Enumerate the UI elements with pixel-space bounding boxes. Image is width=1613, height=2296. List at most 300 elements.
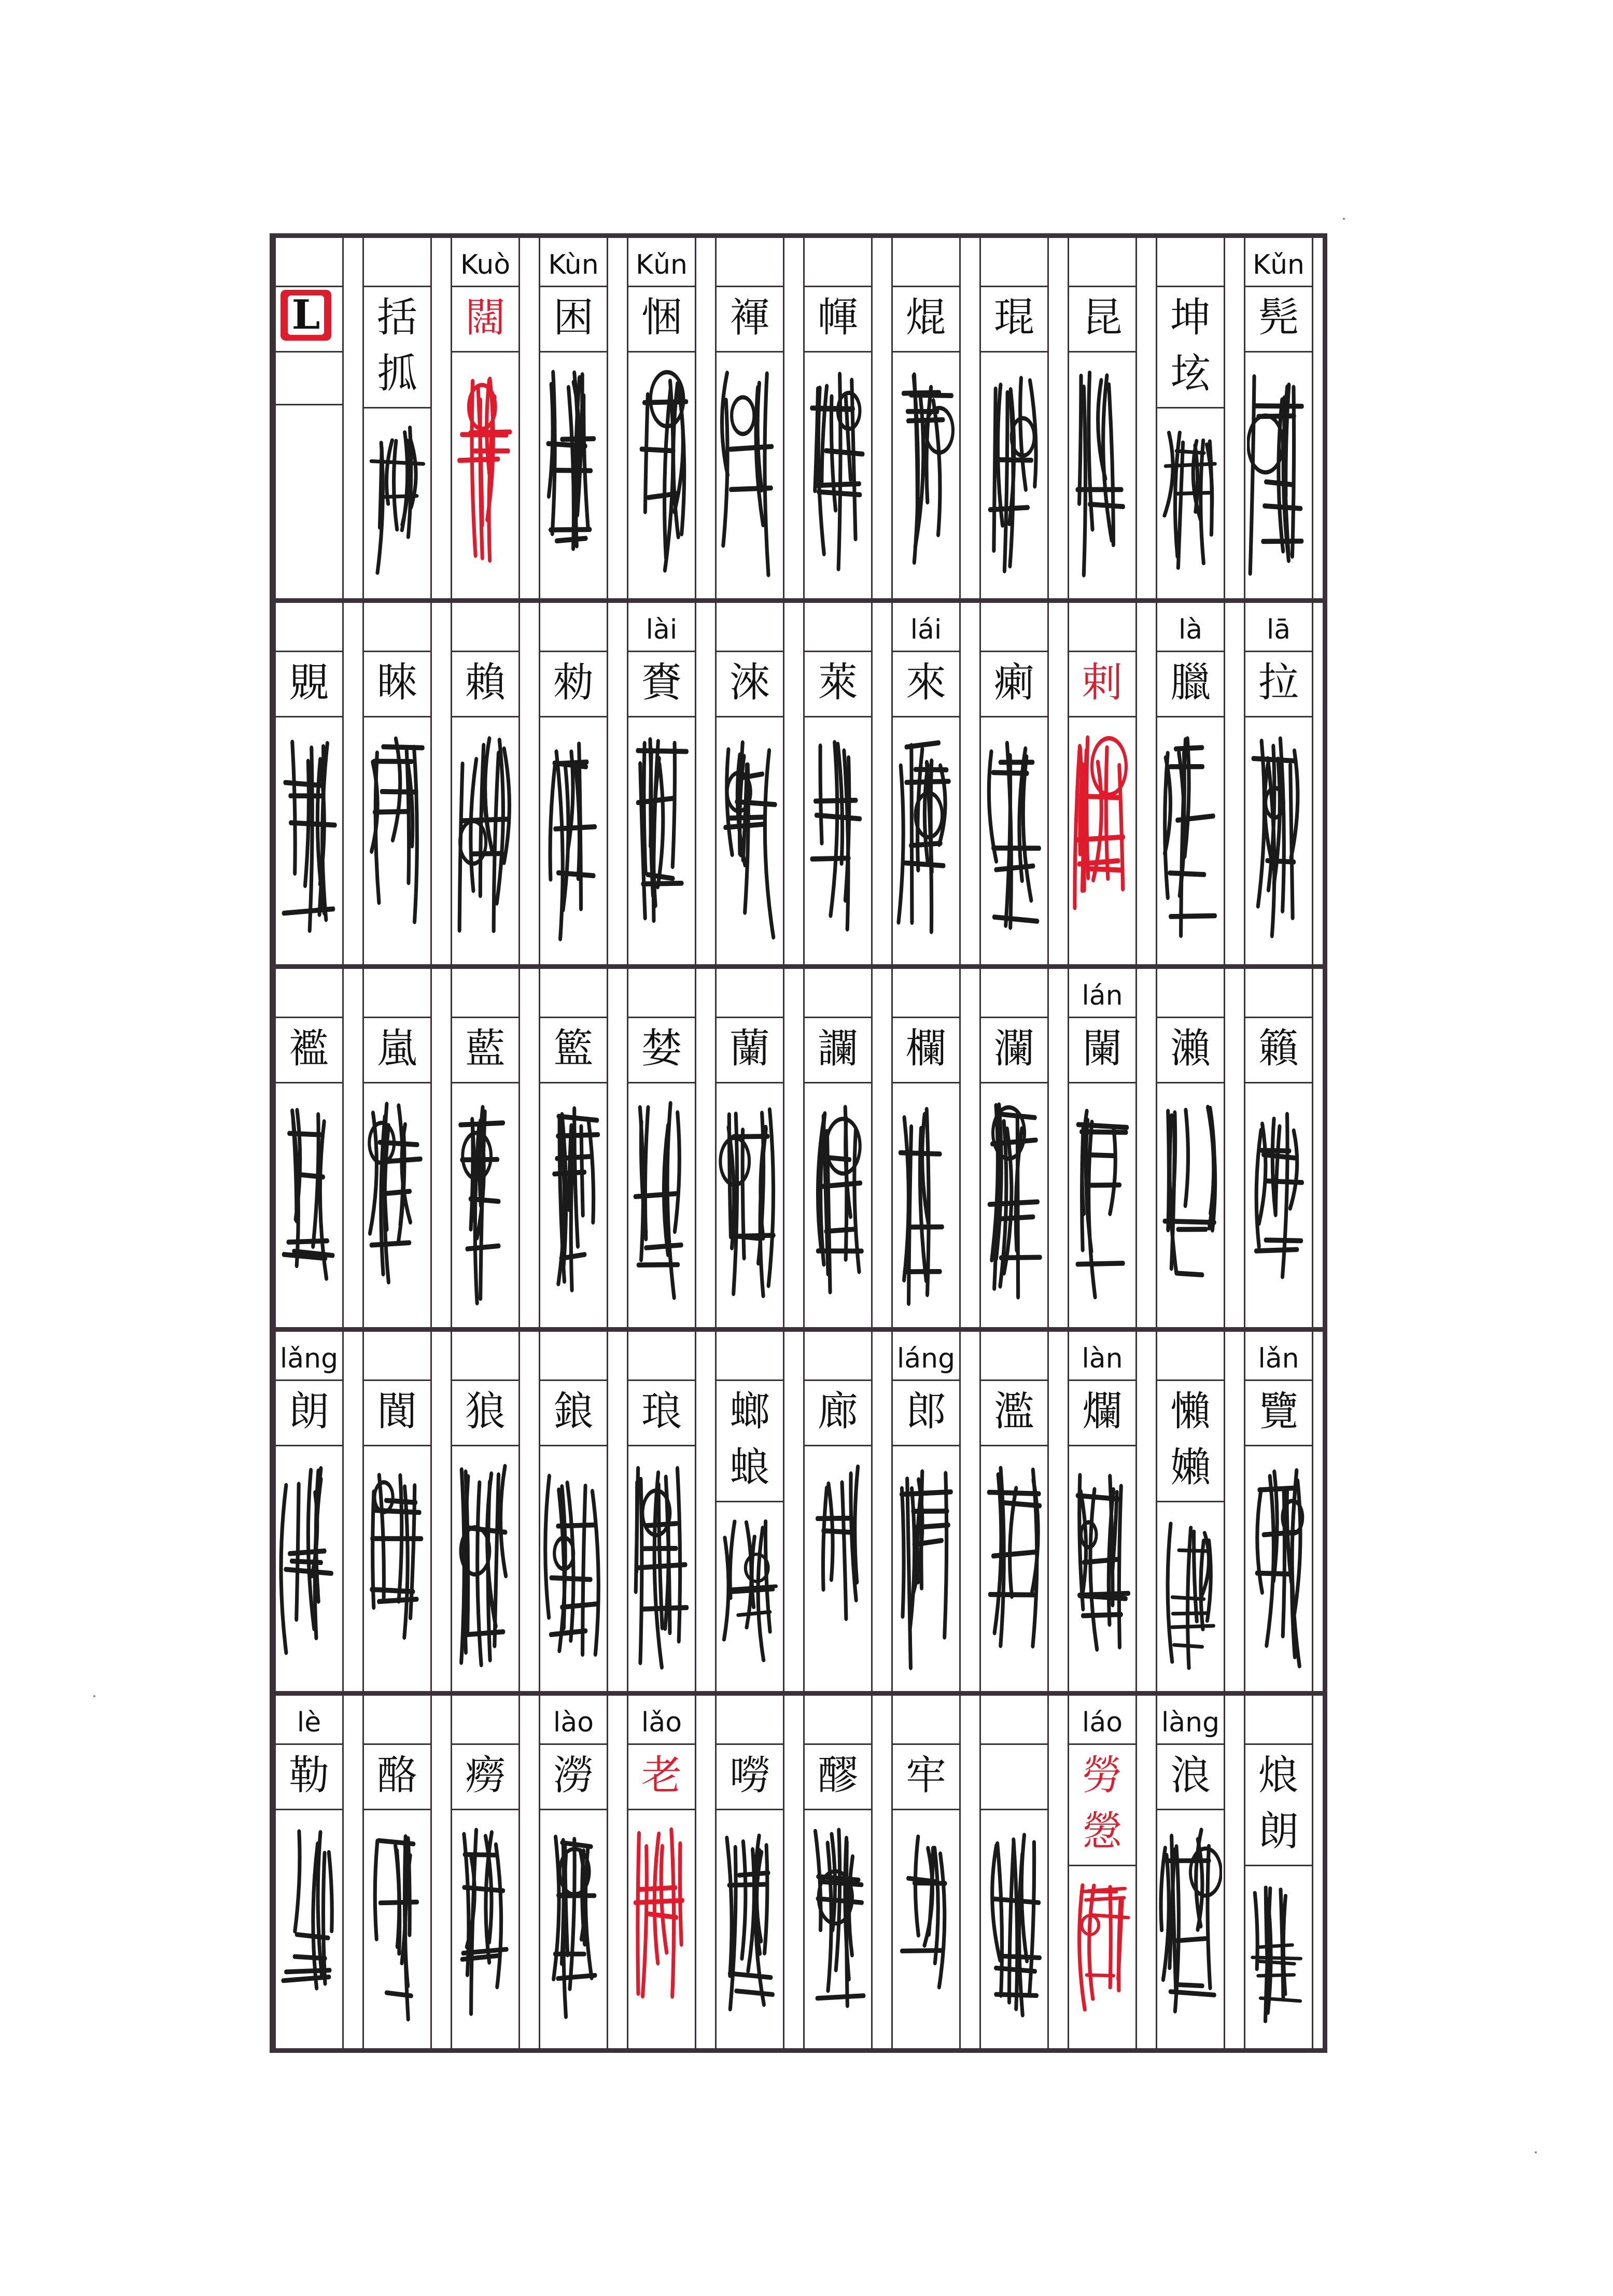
glyph-divider <box>451 351 520 353</box>
headword <box>1246 1021 1311 1077</box>
glyph-column <box>882 1332 970 1691</box>
glyph-column <box>353 603 441 964</box>
chart-frame <box>270 233 1327 2053</box>
headword <box>1246 290 1311 346</box>
headword-char: 嵐 <box>376 1025 417 1072</box>
glyph-divider <box>1244 351 1313 353</box>
glyph-column <box>618 238 706 598</box>
headword <box>1246 1384 1311 1440</box>
glyph-divider <box>715 716 784 717</box>
pinyin-label <box>717 1702 782 1743</box>
headword <box>893 1021 959 1077</box>
glyph-column <box>529 603 618 964</box>
headword <box>453 1384 518 1440</box>
glyph-column <box>706 969 794 1327</box>
glyph-column <box>618 603 706 964</box>
pinyin-label <box>629 1338 694 1379</box>
headword-char: 廊 <box>817 1388 858 1435</box>
pinyin-divider <box>979 1017 1049 1018</box>
chart-row <box>274 969 1323 1332</box>
headword <box>717 655 782 711</box>
glyph-divider <box>274 1809 344 1810</box>
glyph-divider <box>1244 1082 1313 1083</box>
section-letter: L <box>288 295 324 335</box>
seal-script-glyph <box>1159 422 1222 582</box>
glyph-divider <box>803 1082 873 1083</box>
pinyin-label <box>1246 975 1311 1017</box>
glyph-divider <box>891 1445 961 1446</box>
glyph-divider <box>362 407 432 409</box>
seal-script-glyph <box>718 731 781 948</box>
seal-script-glyph <box>983 367 1046 582</box>
section-letter-badge <box>280 290 331 341</box>
seal-script-glyph <box>366 731 429 948</box>
seal-script-glyph <box>1159 1824 1222 2027</box>
speck <box>1343 218 1345 220</box>
seal-script-glyph <box>454 1097 517 1311</box>
glyph-divider <box>803 716 873 717</box>
seal-script-glyph <box>277 731 341 948</box>
seal-script-glyph <box>277 1097 341 1311</box>
headword-char: 闌 <box>1082 1025 1123 1072</box>
pinyin-divider <box>891 651 961 652</box>
pinyin-divider <box>362 1379 432 1381</box>
seal-script-glyph <box>894 1460 958 1675</box>
pinyin-divider <box>1156 1017 1225 1018</box>
glyph-column <box>1058 969 1146 1327</box>
pinyin-divider <box>979 1743 1049 1745</box>
pinyin-label: làng <box>1161 1707 1220 1738</box>
glyph-divider <box>274 1082 344 1083</box>
seal-script-glyph <box>983 1097 1046 1311</box>
glyph-divider <box>979 1445 1049 1446</box>
pinyin-divider <box>539 286 608 287</box>
seal-script-glyph <box>894 731 958 948</box>
pinyin-divider <box>891 286 961 287</box>
headword <box>364 1748 430 1804</box>
headword <box>541 655 606 711</box>
pinyin-label: Kùn <box>548 249 599 280</box>
headword <box>276 1384 342 1440</box>
headword <box>629 1021 694 1077</box>
pinyin-label <box>1070 244 1135 286</box>
headword-char: 蘭 <box>729 1025 770 1072</box>
glyph-column <box>265 1696 353 2048</box>
glyph-column <box>794 1332 882 1691</box>
headword-char: 髡 <box>1258 294 1299 341</box>
glyph-column <box>265 969 353 1327</box>
pinyin-label <box>893 244 959 286</box>
glyph-divider <box>1156 1082 1225 1083</box>
pinyin-label: làn <box>1082 1343 1123 1374</box>
glyph-column <box>1235 969 1323 1327</box>
pinyin-divider <box>362 651 432 652</box>
headword-char: 瘌 <box>993 659 1034 706</box>
pinyin-label <box>541 609 606 651</box>
pinyin-label: lán <box>1082 980 1123 1011</box>
pinyin-divider <box>715 651 784 652</box>
glyph-column <box>794 1696 882 2048</box>
seal-script-glyph <box>454 1824 517 2027</box>
pinyin-divider <box>803 1017 873 1018</box>
headword <box>1246 655 1311 711</box>
seal-script-glyph <box>630 1097 693 1311</box>
pinyin-label: lè <box>297 1707 321 1738</box>
glyph-divider <box>891 716 961 717</box>
glyph-divider <box>715 1809 784 1810</box>
headword <box>364 290 430 402</box>
headword-char: 癆 <box>465 1752 506 1799</box>
pinyin-label: lā <box>1266 614 1291 645</box>
headword-char: 嬾 <box>1170 1444 1211 1491</box>
headword <box>893 655 959 711</box>
pinyin-divider <box>803 1743 873 1745</box>
glyph-column <box>1058 603 1146 964</box>
glyph-divider <box>1068 1082 1137 1083</box>
glyph-divider <box>891 1082 961 1083</box>
seal-script-glyph <box>630 1460 693 1675</box>
headword-char: 淶 <box>729 659 770 706</box>
headword <box>1070 1384 1135 1440</box>
seal-script-glyph <box>806 1460 869 1675</box>
glyph-divider <box>891 351 961 353</box>
pinyin-divider <box>362 286 432 287</box>
glyph-divider <box>362 716 432 717</box>
pinyin-label <box>1158 1338 1223 1379</box>
seal-script-glyph <box>1247 731 1310 948</box>
headword-char: 蜋 <box>729 1444 770 1491</box>
seal-script-glyph <box>366 422 429 582</box>
pinyin-divider <box>979 651 1049 652</box>
headword <box>893 290 959 346</box>
pinyin-divider <box>539 1017 608 1018</box>
headword <box>981 1021 1047 1077</box>
seal-script-glyph <box>366 1097 429 1311</box>
glyph-column <box>1058 238 1146 598</box>
seal-script-glyph <box>718 1516 781 1675</box>
headword-char: 濫 <box>993 1388 1034 1435</box>
glyph-divider <box>979 1082 1049 1083</box>
pinyin-label <box>1246 1702 1311 1743</box>
pinyin-divider <box>627 286 696 287</box>
pinyin-label: láng <box>896 1343 956 1374</box>
headword-char: 臘 <box>1170 659 1211 706</box>
pinyin-divider <box>1156 651 1225 652</box>
pinyin-label <box>717 975 782 1017</box>
glyph-column <box>1235 238 1323 598</box>
glyph-column <box>441 603 529 964</box>
headword-char: 㧓 <box>376 350 417 397</box>
glyph-column <box>1058 1332 1146 1691</box>
headword-char: 困 <box>553 294 594 341</box>
seal-script-glyph <box>1159 1516 1222 1675</box>
headword-char: 欄 <box>905 1025 946 1072</box>
seal-script-glyph <box>1071 1880 1134 2027</box>
headword <box>1070 1021 1135 1077</box>
headword-char: 狼 <box>465 1388 506 1435</box>
seal-script-glyph <box>718 1824 781 2027</box>
headword <box>541 1021 606 1077</box>
headword <box>541 290 606 346</box>
seal-script-glyph <box>983 731 1046 948</box>
headword <box>1158 1748 1223 1804</box>
pinyin-label: lài <box>646 614 678 645</box>
headword <box>1070 1748 1135 1860</box>
glyph-column <box>794 603 882 964</box>
speck <box>93 1695 95 1697</box>
headword <box>276 655 342 711</box>
glyph-column <box>265 238 353 598</box>
headword <box>893 1384 959 1440</box>
glyph-column <box>441 1332 529 1691</box>
pinyin-divider <box>362 1017 432 1018</box>
headword-char: 覽 <box>1258 1388 1299 1435</box>
pinyin-label <box>805 609 871 651</box>
glyph-column <box>970 1332 1058 1691</box>
headword <box>1158 1384 1223 1496</box>
pinyin-label <box>1158 244 1223 286</box>
glyph-divider <box>627 351 696 353</box>
pinyin-label: láo <box>1082 1707 1123 1738</box>
pinyin-divider <box>451 1379 520 1381</box>
seal-script-glyph <box>366 1460 429 1675</box>
pinyin-label <box>981 609 1047 651</box>
pinyin-label <box>893 1702 959 1743</box>
pinyin-label <box>981 975 1047 1017</box>
pinyin-label <box>805 244 871 286</box>
glyph-divider <box>1068 1445 1137 1446</box>
pinyin-label <box>717 1338 782 1379</box>
glyph-column <box>882 603 970 964</box>
pinyin-label <box>364 1338 430 1379</box>
seal-script-glyph <box>806 1097 869 1311</box>
glyph-divider <box>274 1445 344 1446</box>
pinyin-label <box>629 975 694 1017</box>
headword-char: 覞 <box>288 659 329 706</box>
headword-char: 爛 <box>1082 1388 1123 1435</box>
seal-script-glyph <box>542 1824 605 2027</box>
pinyin-divider <box>803 651 873 652</box>
glyph-column <box>353 1696 441 2048</box>
headword <box>1158 1021 1223 1077</box>
pinyin-divider <box>979 1379 1049 1381</box>
pinyin-label <box>981 244 1047 286</box>
pinyin-divider <box>627 1743 696 1745</box>
glyph-divider <box>451 716 520 717</box>
glyph-column <box>529 1332 618 1691</box>
glyph-divider <box>627 1445 696 1446</box>
headword-char: 襤 <box>288 1025 329 1072</box>
pinyin-divider <box>1244 651 1313 652</box>
pinyin-divider <box>715 1017 784 1018</box>
pinyin-divider <box>1244 1017 1313 1018</box>
glyph-column <box>441 1696 529 2048</box>
glyph-divider <box>627 1809 696 1810</box>
glyph-divider <box>1156 407 1225 409</box>
pinyin-divider <box>891 1379 961 1381</box>
pinyin-divider <box>891 1017 961 1018</box>
headword <box>276 1748 342 1804</box>
pinyin-label: Kǔn <box>1252 249 1305 280</box>
seal-script-glyph <box>894 1097 958 1311</box>
glyph-divider <box>979 351 1049 353</box>
glyph-divider <box>1156 1501 1225 1502</box>
headword <box>364 1021 430 1077</box>
glyph-divider <box>274 351 344 353</box>
pinyin-divider <box>274 1379 344 1381</box>
headword <box>717 290 782 346</box>
pinyin-label <box>981 1338 1047 1379</box>
pinyin-label <box>805 975 871 1017</box>
glyph-column <box>441 969 529 1327</box>
headword-char: 瀾 <box>993 1025 1034 1072</box>
glyph-column <box>970 1696 1058 2048</box>
headword <box>629 290 694 346</box>
pinyin-divider <box>891 1743 961 1745</box>
seal-script-glyph <box>1071 731 1134 948</box>
glyph-divider <box>362 1809 432 1810</box>
pinyin-label <box>364 1702 430 1743</box>
seal-script-glyph <box>630 1824 693 2027</box>
glyph-divider <box>803 1445 873 1446</box>
seal-script-glyph <box>630 731 693 948</box>
pinyin-divider <box>1244 286 1313 287</box>
pinyin-divider <box>1156 286 1225 287</box>
glyph-divider <box>979 1809 1049 1810</box>
headword <box>629 1748 694 1804</box>
glyph-divider <box>1244 716 1313 717</box>
pinyin-divider <box>803 1379 873 1381</box>
pinyin-divider <box>539 651 608 652</box>
headword-char: 朗 <box>1258 1808 1299 1855</box>
glyph-divider <box>715 351 784 353</box>
seal-script-glyph <box>454 367 517 582</box>
glyph-divider <box>1068 351 1137 353</box>
headword-char: 婪 <box>641 1025 682 1072</box>
seal-script-glyph <box>983 1824 1046 2027</box>
seal-script-glyph <box>542 1460 605 1675</box>
headword-char: 籃 <box>553 1025 594 1072</box>
glyph-divider <box>362 1082 432 1083</box>
headword <box>1158 290 1223 402</box>
glyph-column <box>1146 238 1235 598</box>
glyph-divider <box>803 351 873 353</box>
seal-script-glyph <box>1247 367 1310 582</box>
headword-char: 懶 <box>1170 1388 1211 1435</box>
glyph-column <box>794 969 882 1327</box>
glyph-column <box>353 969 441 1327</box>
pinyin-divider <box>1068 651 1137 652</box>
glyph-divider <box>715 1501 784 1502</box>
pinyin-label <box>453 1338 518 1379</box>
headword-char: 琅 <box>641 1388 682 1435</box>
headword <box>805 290 871 346</box>
headword-char: 闊 <box>465 294 506 341</box>
headword <box>541 1384 606 1440</box>
pinyin-label <box>893 975 959 1017</box>
glyph-divider <box>1156 716 1225 717</box>
pinyin-label <box>805 1338 871 1379</box>
chart-row <box>274 1332 1323 1696</box>
pinyin-divider <box>451 651 520 652</box>
glyph-column <box>706 1332 794 1691</box>
glyph-column <box>441 238 529 598</box>
glyph-divider <box>1156 1809 1225 1810</box>
glyph-divider <box>451 1809 520 1810</box>
seal-script-glyph <box>806 367 869 582</box>
pinyin-label: lǎo <box>641 1707 682 1738</box>
seal-script-glyph <box>542 367 605 582</box>
headword-char: 讕 <box>817 1025 858 1072</box>
glyph-divider <box>451 1082 520 1083</box>
glyph-divider <box>1244 1865 1313 1866</box>
headword-char: 焜 <box>905 294 946 341</box>
headword-char: 勑 <box>553 659 594 706</box>
seal-script-glyph <box>542 1097 605 1311</box>
glyph-divider <box>451 1445 520 1446</box>
glyph-column <box>1058 1696 1146 2048</box>
pinyin-divider <box>1068 1743 1137 1745</box>
headword-char: 澇 <box>553 1752 594 1799</box>
pinyin-divider <box>803 286 873 287</box>
headword-char: 籟 <box>1258 1025 1299 1072</box>
glyph-column <box>882 969 970 1327</box>
glyph-divider <box>891 1809 961 1810</box>
headword <box>1070 655 1135 711</box>
pinyin-divider <box>274 1017 344 1018</box>
pinyin-label <box>453 1702 518 1743</box>
pinyin-label <box>805 1702 871 1743</box>
glyph-divider <box>1244 1445 1313 1446</box>
headword-char: 瀨 <box>1170 1025 1211 1072</box>
seal-script-glyph <box>277 1460 341 1675</box>
glyph-column <box>882 238 970 598</box>
glyph-column <box>353 238 441 598</box>
pinyin-label <box>453 975 518 1017</box>
headword <box>364 655 430 711</box>
glyph-divider <box>1068 716 1137 717</box>
glyph-divider <box>539 1082 608 1083</box>
headword-char: 琨 <box>993 294 1034 341</box>
headword <box>981 655 1047 711</box>
glyph-column <box>265 603 353 964</box>
headword <box>276 1021 342 1077</box>
pinyin-divider <box>274 286 344 287</box>
seal-script-glyph <box>542 731 605 948</box>
headword-char: 來 <box>905 659 946 706</box>
glyph-column <box>1235 1696 1323 2048</box>
glyph-divider <box>539 351 608 353</box>
glyph-column <box>970 603 1058 964</box>
headword-char: 憥 <box>1082 1808 1123 1855</box>
glyph-divider <box>979 716 1049 717</box>
pinyin-divider <box>451 286 520 287</box>
glyph-column <box>1146 1332 1235 1691</box>
headword <box>805 1748 871 1804</box>
pinyin-divider <box>451 1017 520 1018</box>
headword <box>717 1021 782 1077</box>
pinyin-divider <box>1244 1743 1313 1745</box>
headword <box>717 1748 782 1804</box>
pinyin-divider <box>1156 1743 1225 1745</box>
pinyin-label: là <box>1178 614 1203 645</box>
headword <box>453 1021 518 1077</box>
glyph-divider <box>539 1809 608 1810</box>
glyph-column <box>882 1696 970 2048</box>
glyph-column <box>706 238 794 598</box>
headword-char: 牢 <box>905 1752 946 1799</box>
seal-script-glyph <box>806 1824 869 2027</box>
